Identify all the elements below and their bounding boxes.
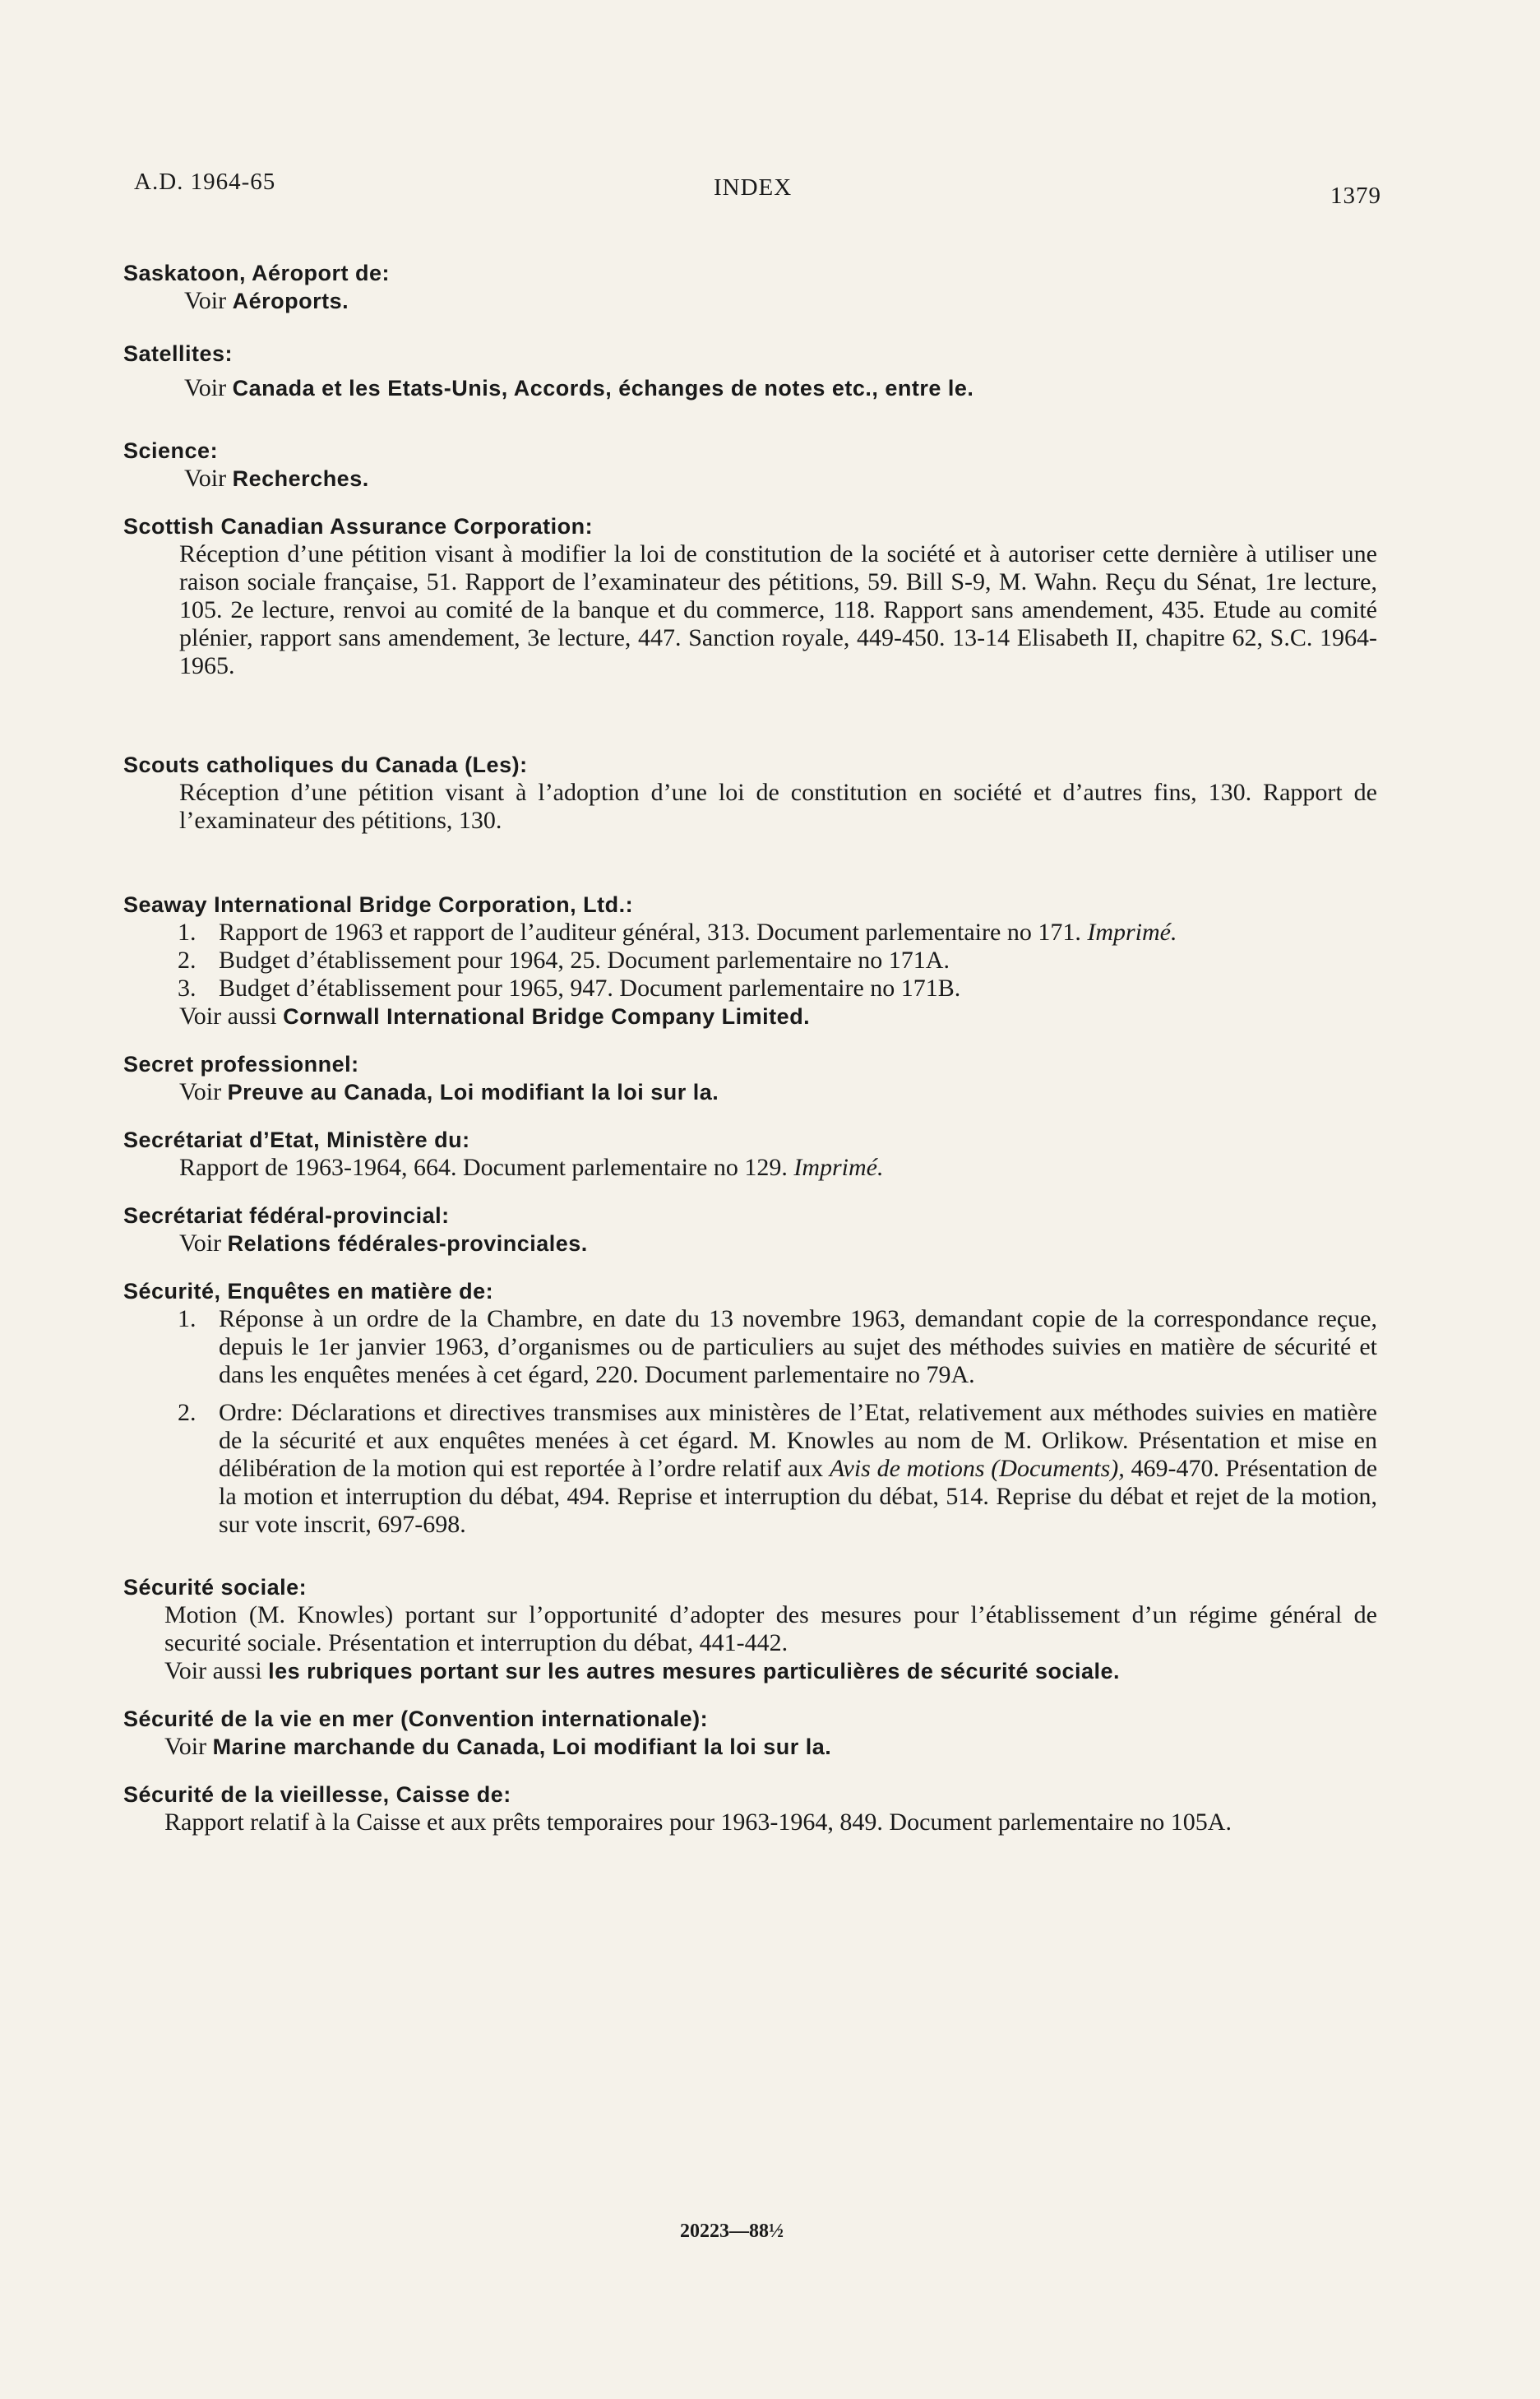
item-body: Ordre: Déclarations et directives transmises aux ministères de l’Etat, relativement aux méthodes suivies en matière de la sécurité et aux enquêtes menées à cet égard. M. Knowles au nom de M. Orlikow. Présentation et mise en délibération de la motion qui est reportée à l’ordre relatif aux — [219, 1399, 1377, 1482]
see-label: Voir — [184, 374, 227, 401]
entry-italic: Imprimé. — [793, 1154, 884, 1181]
item-number: 1. — [178, 1305, 197, 1332]
see-label: Voir aussi — [179, 1003, 277, 1030]
entry-title: Seaway International Bridge Corporation, Ltd.: — [123, 892, 634, 917]
numbered-item — [123, 1399, 1377, 1539]
see-reference — [123, 1733, 1377, 1761]
item-number: 3. — [178, 975, 197, 1002]
see-target: Preuve au Canada, Loi modifiant la loi sur la. — [227, 1080, 719, 1105]
entry-securite-vie-en-mer — [123, 1705, 1377, 1761]
see-target: Canada et les Etats-Unis, Accords, échanges de notes etc., entre le. — [232, 376, 974, 401]
see-label: Voir — [184, 287, 227, 314]
see-label: Voir — [179, 1230, 222, 1257]
see-label: Voir — [179, 1078, 222, 1105]
entry-title: Secrétariat fédéral-provincial: — [123, 1203, 450, 1228]
entry-title: Secrétariat d’Etat, Ministère du: — [123, 1128, 470, 1152]
entry-science — [123, 437, 1377, 493]
entry-title: Satellites: — [123, 341, 234, 366]
entry-title: Secret professionnel: — [123, 1052, 359, 1077]
entry-satellites — [123, 340, 1377, 402]
see-reference — [123, 1230, 1377, 1257]
entry-title: Scottish Canadian Assurance Corporation: — [123, 514, 594, 539]
item-italic: Imprimé. — [1087, 919, 1177, 946]
item-number: 2. — [178, 1399, 197, 1426]
entry-paragraph: Rapport relatif à la Caisse et aux prêts temporaires pour 1963-1964, 849. Document parlementaire no 105A. — [164, 1809, 1232, 1836]
entry-paragraph: Réception d’une pétition visant à l’adoption d’une loi de constitution en société et d’autres fins, 130. Rapport de l’examinateur des pétitions, 130. — [179, 779, 1377, 834]
see-reference — [123, 465, 1377, 493]
header-year: A.D. 1964-65 — [134, 169, 276, 195]
entry-securite-vieillesse — [123, 1781, 1377, 1836]
see-label: Voir aussi — [164, 1657, 262, 1684]
item-number: 1. — [178, 919, 197, 946]
entry-body: Rapport de 1963-1964, 664. Document parlementaire no 129. — [179, 1154, 788, 1181]
entry-paragraph — [123, 1154, 1377, 1182]
see-target: Cornwall International Bridge Company Limited. — [283, 1004, 811, 1029]
numbered-item — [123, 919, 1377, 947]
entry-securite-sociale — [123, 1573, 1377, 1685]
see-target: Relations fédérales-provinciales. — [227, 1231, 588, 1256]
entry-securite-enquetes — [123, 1277, 1377, 1539]
entry-title: Sécurité de la vieillesse, Caisse de: — [123, 1782, 511, 1807]
see-target: Aéroports. — [232, 289, 349, 313]
entry-paragraph: Réception d’une pétition visant à modifier la loi de constitution de la société et à autoriser cette dernière à utiliser une raison sociale française, 51. Rapport de l’examinateur des pétitions, 59. Bill S-9, M. Wahn. Reçu du Sénat, 1re lecture, 105. 2e lecture, renvoi au comité de la banque et du commerce, 118. Rapport sans amendement, 435. Etude au comité plénier, rapport sans amendement, 3e lecture, 447. Sanction royale, 449-450. 13-14 Elisabeth II, chapitre 62, S.C. 1964-1965. — [179, 540, 1377, 679]
item-body: Rapport de 1963 et rapport de l’auditeur général, 313. Document parlementaire no 171. — [219, 919, 1081, 946]
entry-scouts-catholiques — [123, 751, 1377, 835]
see-reference — [123, 374, 1377, 402]
entry-saskatoon — [123, 259, 1377, 315]
item-italic: Avis de motions (Documents), — [829, 1455, 1125, 1482]
see-target: Marine marchande du Canada, Loi modifiant la loi sur la. — [212, 1734, 832, 1759]
see-target: les rubriques portant sur les autres mesures particulières de sécurité sociale. — [268, 1659, 1121, 1683]
entry-title: Saskatoon, Aéroport de: — [123, 261, 391, 285]
item-body: Budget d’établissement pour 1965, 947. Document parlementaire no 171B. — [219, 975, 961, 1002]
item-text — [219, 1399, 1377, 1539]
entry-seaway — [123, 891, 1377, 1030]
see-reference — [123, 1657, 1377, 1685]
item-body: Réponse à un ordre de la Chambre, en date du 13 novembre 1963, demandant copie de la correspondance reçue, depuis le 1er janvier 1963, d’organismes ou de particuliers au sujet des méthodes suivies en matière de sécurité et dans les enquêtes menées à cet égard, 220. Document parlementaire no 79A. — [219, 1305, 1377, 1388]
index-content — [123, 259, 1377, 1836]
entry-title: Sécurité de la vie en mer (Convention internationale): — [123, 1707, 709, 1731]
numbered-item — [123, 1305, 1377, 1389]
entry-title: Sécurité sociale: — [123, 1575, 308, 1600]
see-reference — [123, 1003, 1377, 1030]
item-text — [219, 919, 1377, 947]
entry-secretariat-etat — [123, 1126, 1377, 1182]
item-number: 2. — [178, 947, 197, 974]
entry-secretariat-federal-provincial — [123, 1202, 1377, 1257]
see-label: Voir — [184, 465, 227, 492]
entry-text — [123, 540, 1377, 680]
entry-title: Science: — [123, 438, 219, 463]
numbered-item — [123, 947, 1377, 975]
numbered-item — [123, 975, 1377, 1003]
entry-title: Sécurité, Enquêtes en matière de: — [123, 1279, 494, 1304]
entry-paragraph: Motion (M. Knowles) portant sur l’opportunité d’adopter des mesures pour l’établissement d’un régime général de securité sociale. Présentation et interruption du débat, 441-442. — [164, 1601, 1377, 1656]
entry-scottish-canadian — [123, 512, 1377, 680]
print-code: 20223—88½ — [680, 2221, 784, 2242]
see-target: Recherches. — [232, 466, 369, 491]
see-reference — [123, 287, 1377, 315]
see-reference — [123, 1078, 1377, 1106]
item-body-continued: 469-470. Présentation de la motion et interruption du débat, 494. Reprise et interruption du débat, 514. Reprise du débat et rejet de la motion, sur vote inscrit, 697-698. — [219, 1455, 1378, 1538]
item-body: Budget d’établissement pour 1964, 25. Document parlementaire no 171A. — [219, 947, 950, 974]
header-title: INDEX — [714, 174, 793, 201]
entry-secret-professionnel — [123, 1050, 1377, 1106]
entry-title: Scouts catholiques du Canada (Les): — [123, 753, 528, 777]
see-label: Voir — [164, 1733, 207, 1760]
page-number: 1379 — [1330, 183, 1381, 209]
